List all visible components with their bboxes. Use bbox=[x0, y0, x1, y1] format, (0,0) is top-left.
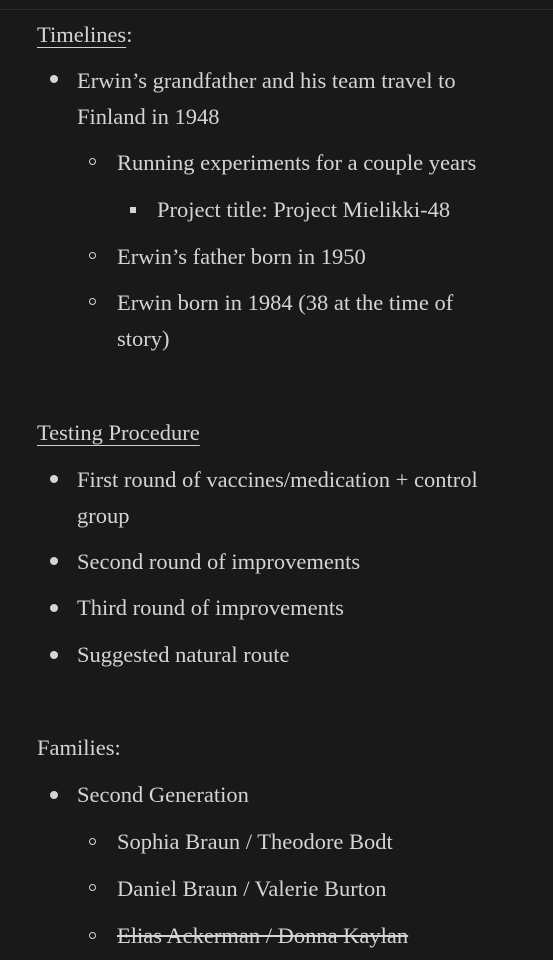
heading-colon: : bbox=[126, 22, 133, 47]
list-item[interactable]: Running experiments for a couple years bbox=[117, 150, 477, 175]
section-heading-families: Families: bbox=[37, 735, 121, 760]
bullet-disc-icon bbox=[50, 475, 58, 483]
list-item-continuation[interactable]: story) bbox=[117, 326, 170, 351]
list-item-continuation[interactable]: Finland in 1948 bbox=[77, 104, 220, 129]
heading-text: Timelines bbox=[37, 22, 127, 47]
bullet-circle-icon bbox=[89, 884, 96, 891]
bullet-circle-icon bbox=[89, 838, 96, 845]
list-item[interactable]: Project title: Project Mielikki-48 bbox=[157, 197, 451, 222]
bullet-circle-icon bbox=[89, 298, 96, 305]
top-divider bbox=[0, 9, 553, 10]
list-item[interactable]: Daniel Braun / Valerie Burton bbox=[117, 876, 387, 901]
bullet-circle-icon bbox=[89, 158, 96, 165]
list-item[interactable]: Erwin’s father born in 1950 bbox=[117, 244, 366, 269]
bullet-disc-icon bbox=[50, 791, 58, 799]
list-item[interactable]: First round of vaccines/medication + control bbox=[77, 467, 478, 492]
list-item[interactable]: Second Generation bbox=[77, 782, 249, 807]
list-item[interactable]: Third round of improvements bbox=[77, 595, 344, 620]
bullet-disc-icon bbox=[50, 75, 58, 83]
list-item[interactable]: Sophia Braun / Theodore Bodt bbox=[117, 829, 393, 854]
bullet-disc-icon bbox=[50, 557, 58, 565]
bullet-circle-icon bbox=[89, 932, 96, 939]
section-heading-timelines bbox=[37, 17, 132, 53]
bullet-disc-icon bbox=[50, 604, 58, 612]
list-item[interactable]: Erwin’s grandfather and his team travel to bbox=[77, 68, 456, 93]
heading-text: Testing Procedure bbox=[37, 420, 200, 445]
list-item[interactable]: Suggested natural route bbox=[77, 642, 290, 667]
list-item[interactable]: Second round of improvements bbox=[77, 549, 361, 574]
section-heading-testing-procedure bbox=[37, 415, 200, 451]
bullet-circle-icon bbox=[89, 252, 96, 259]
list-item[interactable]: Erwin born in 1984 (38 at the time of bbox=[117, 290, 454, 315]
bullet-disc-icon bbox=[50, 651, 58, 659]
bullet-square-icon bbox=[130, 207, 136, 213]
list-item-struck[interactable]: Elias Ackerman / Donna Kaylan bbox=[117, 923, 409, 948]
list-item-continuation[interactable]: group bbox=[77, 503, 130, 528]
